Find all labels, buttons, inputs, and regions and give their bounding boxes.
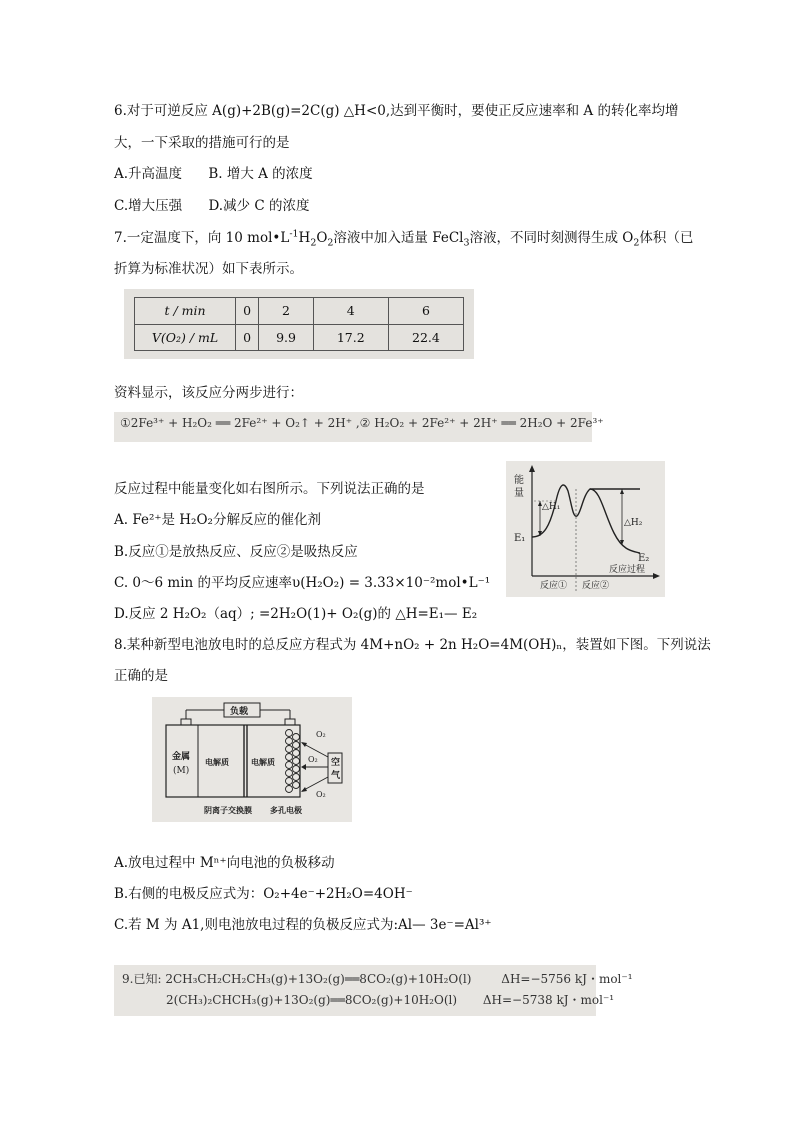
electrolyte-left-label: 电解质 [205, 757, 229, 767]
q9-prefix: 9.已知: [122, 972, 162, 986]
table-cell: 6 [388, 298, 463, 325]
x-axis-label: 反应过程 [609, 565, 646, 575]
table-row [135, 298, 464, 325]
o2-label-top: O₂ [316, 730, 326, 739]
q6-option-c: C.增大压强 [114, 198, 183, 214]
q7-option-c: C. 0～6 min 的平均反应速率υ(H₂O₂) = 3.33×10⁻²mol•L⁻¹ [114, 575, 491, 591]
q7-energy-intro: 反应过程中能量变化如右图所示。下列说法正确的是 [114, 481, 425, 497]
table-header-time: t / min [135, 298, 236, 325]
table-cell: 17.2 [313, 324, 388, 351]
q7-data-table-image [124, 289, 474, 359]
table-cell: 22.4 [388, 324, 463, 351]
load-label: 负载 [230, 707, 249, 717]
air-label-1: 空 [331, 758, 341, 768]
electrolyte-right-label: 电解质 [251, 757, 275, 767]
q6-option-d: D.减少 C 的浓度 [208, 198, 310, 214]
delta-h2-label: △H₂ [624, 518, 643, 528]
y-axis-label-1: 能 [514, 475, 524, 486]
q7-data-table [134, 297, 464, 351]
table-cell: 9.9 [259, 324, 313, 351]
o2-label-bottom: O₂ [316, 790, 326, 799]
q6-options-row2 [114, 196, 309, 216]
energy-diagram [506, 461, 665, 597]
q7-option-b: B.反应①是放热反应、反应②是吸热反应 [114, 544, 358, 560]
q7-stem-line1: 7.一定温度下，向 10 $mol•L^{-1}H_2O_2$溶液中加入适量 FeCl$_3$溶液，不同时刻测得生成 $O_2$体积（已 [114, 228, 694, 249]
electrode-label: 多孔电极 [270, 805, 302, 815]
step2-label: 反应② [582, 581, 610, 591]
q7-equation-image: ①2Fe³⁺ + H₂O₂ ══ 2Fe²⁺ + O₂↑ + 2H⁺ ,② H₂O₂ + 2Fe²⁺ + 2H⁺ ══ 2H₂O + 2Fe³⁺ [114, 412, 592, 442]
e1-label: E₁ [514, 533, 526, 544]
q7-info-text: 资料显示，该反应分两步进行： [114, 385, 303, 401]
membrane-label: 阴离子交换膜 [204, 805, 252, 815]
q9-equation-2: 2(CH₃)₂CHCH₃(g)+13O₂(g)══8CO₂(g)+10H₂O(l) ΔH=−5738 kJ・mol⁻¹ [166, 993, 615, 1007]
o2-label-middle: O₂ [308, 755, 318, 764]
table-row [135, 324, 464, 351]
table-cell: 0 [236, 298, 259, 325]
air-label-2: 气 [331, 771, 341, 781]
y-axis-label-2: 量 [514, 488, 524, 499]
table-cell: 2 [259, 298, 313, 325]
table-header-volume: V(O₂) / mL [135, 324, 236, 351]
q6-stem-line1: 6.对于可逆反应 A(g)+2B(g)=2C(g) △H<0,达到平衡时，要使正反应速率和 A 的转化率均增 [114, 103, 679, 119]
q6-options-row1 [114, 164, 313, 184]
q9-equation-1: 9.已知: 2CH₃CH₂CH₂CH₃(g)+13O₂(g)══8CO₂(g)+10H₂O(l) ΔH=−5756 kJ・mol⁻¹ [122, 972, 633, 986]
q6-option-a: A.升高温度 [114, 166, 183, 182]
step1-label: 反应① [540, 581, 568, 591]
q9-equation-image [114, 965, 633, 1016]
table-cell: 0 [236, 324, 259, 351]
q8-option-c: C.若 M 为 A1,则电池放电过程的负极反应式为:Al— 3e⁻=Al³⁺ [114, 917, 492, 933]
q7-stem-line2: 折算为标准状况）如下表所示。 [114, 261, 303, 277]
porous-electrode [286, 730, 300, 793]
q8-option-a: A.放电过程中 Mⁿ⁺向电池的负极移动 [114, 855, 335, 871]
battery-diagram [152, 697, 352, 822]
q6-stem-line2: 大，一下采取的措施可行的是 [114, 135, 290, 151]
metal-label: 金属 [172, 752, 191, 762]
q8-option-b: B.右侧的电极反应式为：O₂+4e⁻+2H₂O=4OH⁻ [114, 886, 413, 902]
e2-label: E₂ [638, 553, 650, 564]
metal-symbol-label: (M) [173, 766, 190, 776]
q8-stem-line1: 8.某种新型电池放电时的总反应方程式为 4M+nO₂ + 2n H₂O=4M(OH)ₙ，装置如下图。下列说法 [114, 637, 711, 653]
q6-option-b: B. 增大 A 的浓度 [208, 166, 313, 182]
table-cell: 4 [313, 298, 388, 325]
q8-stem-line2: 正确的是 [114, 668, 168, 684]
q7-option-a: A. Fe²⁺是 H₂O₂分解反应的催化剂 [114, 512, 321, 528]
q7-option-d: D.反应 2 H₂O₂（aq）; =2H₂O(1)+ O₂(g)的 △H=E₁— E₂ [114, 606, 478, 622]
delta-h1-label: △H₁ [542, 502, 561, 512]
